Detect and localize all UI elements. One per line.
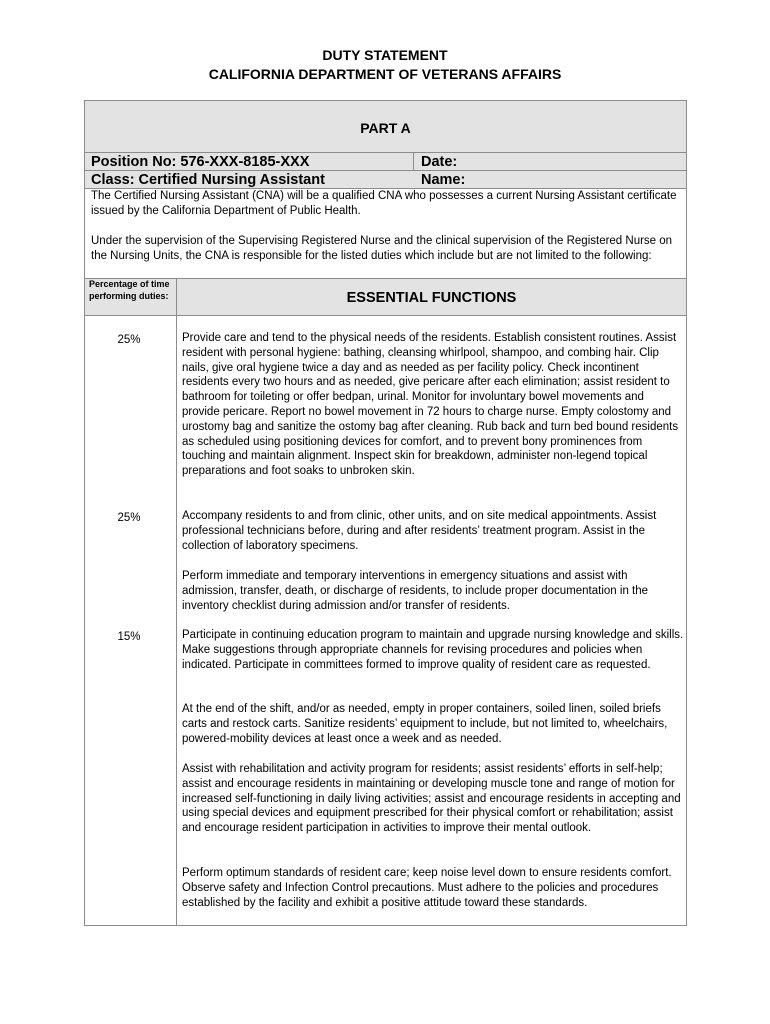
part-a-heading: PART A <box>360 120 411 136</box>
duty-paragraph: Participate in continuing education program to maintain and upgrade nursing knowledge and skills. Make suggestions through appropriate channels for revising procedures and policies when indicated. Participate in committees formed to improve quality of resident care as requested. <box>182 629 684 671</box>
row-percentage: 15% <box>117 631 141 643</box>
essential-functions-heading: ESSENTIAL FUNCTIONS <box>346 290 517 306</box>
class-row <box>84 170 687 189</box>
document-subtitle: CALIFORNIA DEPARTMENT OF VETERANS AFFAIRS <box>208 66 562 82</box>
duty-paragraph: Accompany residents to and from clinic, other units, and on site medical appointments. Assist professional technicians before, during and after residents’ treatment program. Assist in the collection of laboratory specimens. <box>182 510 657 552</box>
percentage-header: Percentage of time performing duties: <box>89 279 170 301</box>
table-column-divider <box>176 278 177 926</box>
row-percentage: 25% <box>117 512 141 524</box>
position-number: Position No: 576-XXX-8185-XXX <box>91 154 310 170</box>
duty-paragraph: Perform immediate and temporary interventions in emergency situations and assist with admission, transfer, death, or discharge of residents, to include proper documentation in the inventory checklist during admission and/or transfer of residents. <box>182 570 649 612</box>
duty-paragraph: Provide care and tend to the physical needs of the residents. Establish consistent routines. Assist resident with personal hygiene: bathing, cleansing whirlpool, shampoo, and combing hair. Clip nails, give oral hygiene twice a day and as needed as per facility policy. Check incontinent residents every two hours and as needed, give pericare after each elimination; assist resident to bathroom for toileting or offer bedpan, urinal. Monitor for involuntary bowel movements and provide pericare. Report no bowel movement in 72 hours to charge nurse. Empty colostomy and urostomy bag and sanitize the ostomy bag after cleaning. Rub back and turn bed bound residents as scheduled using positioning devices for comfort, and to prevent bony prominences from touching and maintain alignment. Inspect skin for breakdown, administer non-legend topical preparations and foot soaks to unbroken skin. <box>182 332 679 478</box>
date-label: Date: <box>421 154 458 170</box>
intro-paragraph-1: The Certified Nursing Assistant (CNA) will be a qualified CNA who possesses a current Nursing Assistant certificate issued by the California Department of Public Health. <box>91 190 677 217</box>
document-title: DUTY STATEMENT <box>322 47 448 63</box>
intro-paragraph-2: Under the supervision of the Supervising Registered Nurse and the clinical supervision of the Registered Nurse on the Nursing Units, the CNA is responsible for the listed duties which include but are not limited to the following: <box>91 235 673 262</box>
duty-paragraph: At the end of the shift, and/or as needed, empty in proper containers, soiled linen, soiled briefs carts and restock carts. Sanitize residents’ equipment to include, but not limited to, wheelchairs, powered-mobility devices at least once a week and as needed. <box>182 703 668 745</box>
row-percentage: 25% <box>117 334 141 346</box>
duty-paragraph: Assist with rehabilitation and activity program for residents; assist residents’ efforts in self-help; assist and encourage residents in maintaining or developing muscle tone and range of motion for increased self-functioning in daily living activities; assist and encourage residents in accepting and using special devices and equipment prescribed for their physical comfort or rehabilitation; assist and encourage resident participation in activities to improve their mental outlook. <box>182 763 681 835</box>
duty-paragraph: Perform optimum standards of resident care; keep noise level down to ensure residents comfort. Observe safety and Infection Control precautions. Must adhere to the policies and procedures established by the facility and exhibit a positive attitude toward these standards. <box>182 867 672 909</box>
part-a-header <box>84 100 687 153</box>
position-row <box>84 152 687 171</box>
class-title: Class: Certified Nursing Assistant <box>91 172 325 188</box>
name-label: Name: <box>421 172 466 188</box>
